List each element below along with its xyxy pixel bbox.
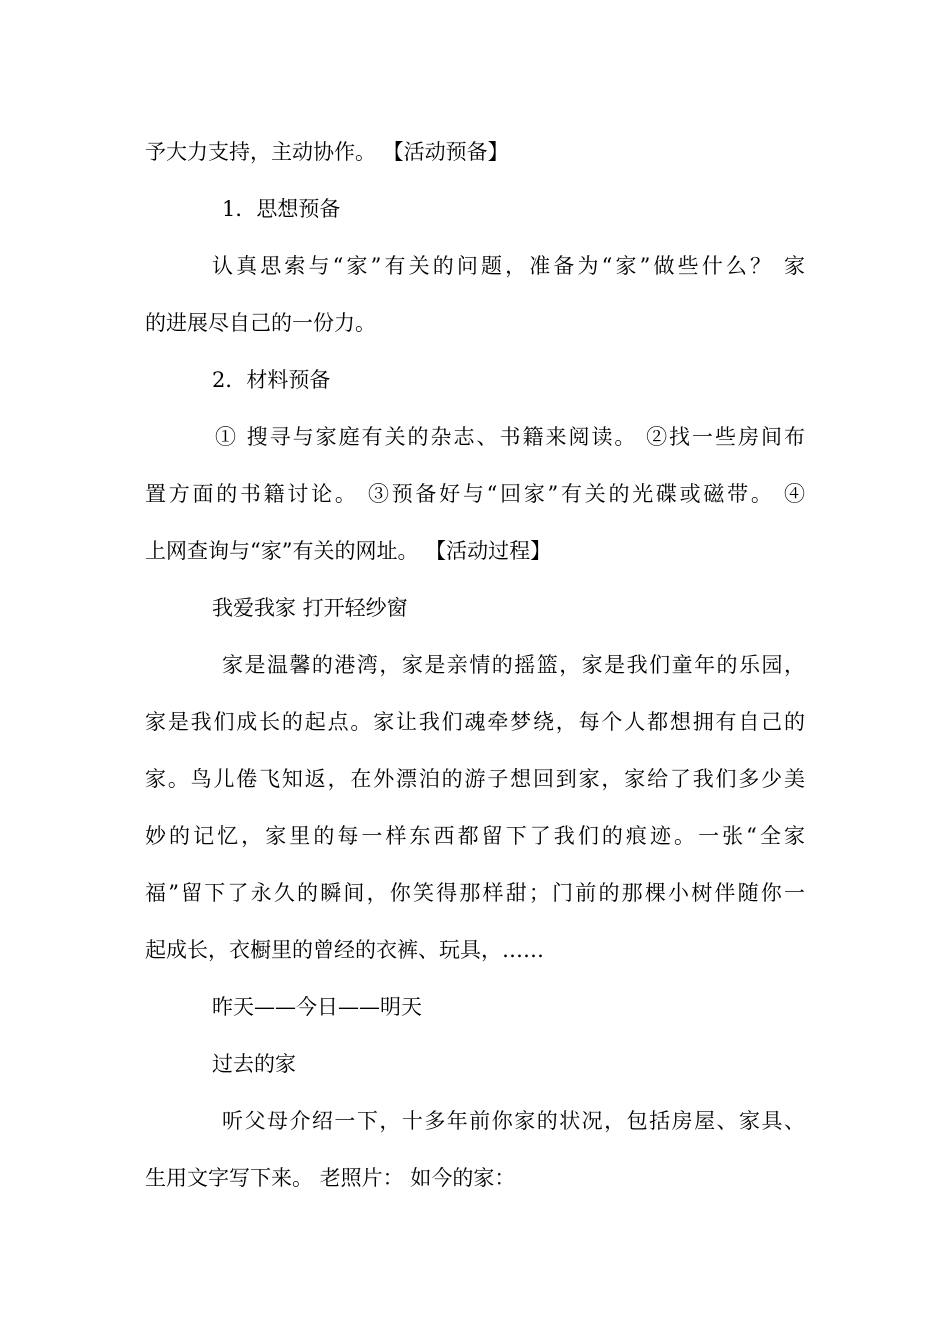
text-line-19: 生用文字写下来。 老照片： 如今的家：	[145, 1166, 516, 1190]
text-line-9: 我爱我家 打开轻纱窗	[212, 596, 408, 620]
text-line-5: 2．材料预备	[212, 368, 331, 392]
text-line-3: 认真思索与“家”有关的问题，准备为“家”做些什么？ 家	[212, 254, 805, 278]
text-line-10: 家是温馨的港湾，家是亲情的摇篮，家是我们童年的乐园，	[222, 653, 805, 677]
text-line-17: 过去的家	[212, 1052, 296, 1076]
text-line-14: 福”留下了永久的瞬间，你笑得那样甜；门前的那棵小树伴随你一	[145, 881, 805, 905]
text-line-2: 1．思想预备	[222, 197, 341, 221]
text-line-8: 上网查询与“家”有关的网址。 【活动过程】	[145, 539, 552, 563]
text-line-4: 的进展尽自己的一份力。	[145, 311, 376, 335]
text-line-16: 昨天——今日——明天	[212, 995, 422, 1019]
text-line-18: 听父母介绍一下，十多年前你家的状况，包括房屋、家具、	[222, 1109, 805, 1133]
text-line-12: 家。鸟儿倦飞知返，在外漂泊的游子想回到家，家给了我们多少美	[145, 767, 805, 791]
text-line-1: 予大力支持，主动协作。 【活动预备】	[145, 140, 509, 164]
text-line-13: 妙的记忆，家里的每一样东西都留下了我们的痕迹。一张“全家	[145, 824, 805, 848]
text-line-11: 家是我们成长的起点。家让我们魂牵梦绕，每个人都想拥有自己的	[145, 710, 805, 734]
text-line-15: 起成长，衣橱里的曾经的衣裤、玩具，……	[145, 938, 544, 962]
text-line-7: 置方面的书籍讨论。 ③预备好与“回家”有关的光碟或磁带。 ④	[145, 482, 805, 506]
text-line-6: ① 搜寻与家庭有关的杂志、书籍来阅读。 ②找一些房间布	[215, 425, 805, 449]
